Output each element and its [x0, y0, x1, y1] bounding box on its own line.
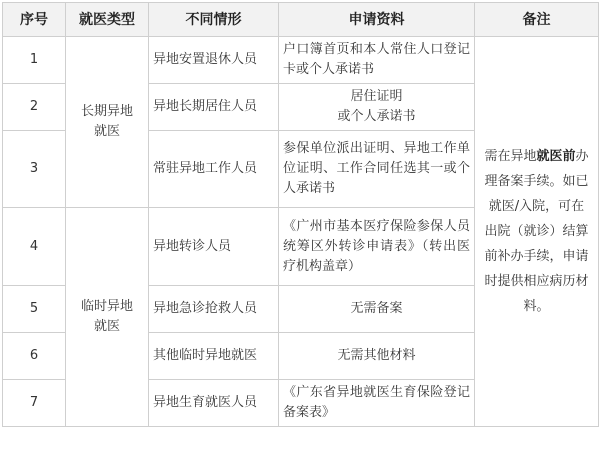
row-number: 5 — [3, 286, 66, 333]
table-row — [3, 37, 599, 84]
col-header-materials: 申请资料 — [279, 3, 475, 37]
row-number: 6 — [3, 333, 66, 380]
remark-text-1: 需在异地 — [484, 149, 537, 164]
materials-cell: 参保单位派出证明、异地工作单位证明、工作合同任选其一或个人承诺书 — [279, 131, 475, 208]
group-long-term: 长期异地就医 — [66, 37, 149, 208]
situation-cell: 常驻异地工作人员 — [149, 131, 279, 208]
remark-text-2: 办理备案手续。如已就医/入院，可在出院（就诊）结算前补办手续，申请时提供相应病历材料。 — [484, 149, 589, 314]
situation-cell: 异地急诊抢救人员 — [149, 286, 279, 333]
situation-cell: 其他临时异地就医 — [149, 333, 279, 380]
col-header-remark: 备注 — [475, 3, 599, 37]
group-temporary: 临时异地就医 — [66, 208, 149, 427]
materials-line-1: 居住证明 — [350, 89, 403, 104]
header-row — [3, 3, 599, 37]
materials-line-2: 或个人承诺书 — [337, 109, 416, 124]
remark-cell — [475, 37, 599, 427]
remark-emphasis: 就医前 — [536, 149, 576, 164]
row-number: 2 — [3, 84, 66, 131]
situation-cell: 异地长期居住人员 — [149, 84, 279, 131]
situation-cell: 异地转诊人员 — [149, 208, 279, 286]
row-number: 4 — [3, 208, 66, 286]
materials-cell: 户口簿首页和本人常住人口登记卡或个人承诺书 — [279, 37, 475, 84]
materials-cell: 无需备案 — [279, 286, 475, 333]
row-number: 1 — [3, 37, 66, 84]
col-header-no: 序号 — [3, 3, 66, 37]
col-header-situation: 不同情形 — [149, 3, 279, 37]
materials-cell: 无需其他材料 — [279, 333, 475, 380]
situation-cell: 异地安置退休人员 — [149, 37, 279, 84]
col-header-type: 就医类型 — [66, 3, 149, 37]
materials-cell — [279, 84, 475, 131]
row-number: 7 — [3, 380, 66, 427]
materials-cell: 《广东省异地就医生育保险登记备案表》 — [279, 380, 475, 427]
materials-cell: 《广州市基本医疗保险参保人员统筹区外转诊申请表》（转出医疗机构盖章） — [279, 208, 475, 286]
situation-cell: 异地生育就医人员 — [149, 380, 279, 427]
row-number: 3 — [3, 131, 66, 208]
medical-filing-table — [2, 2, 599, 427]
